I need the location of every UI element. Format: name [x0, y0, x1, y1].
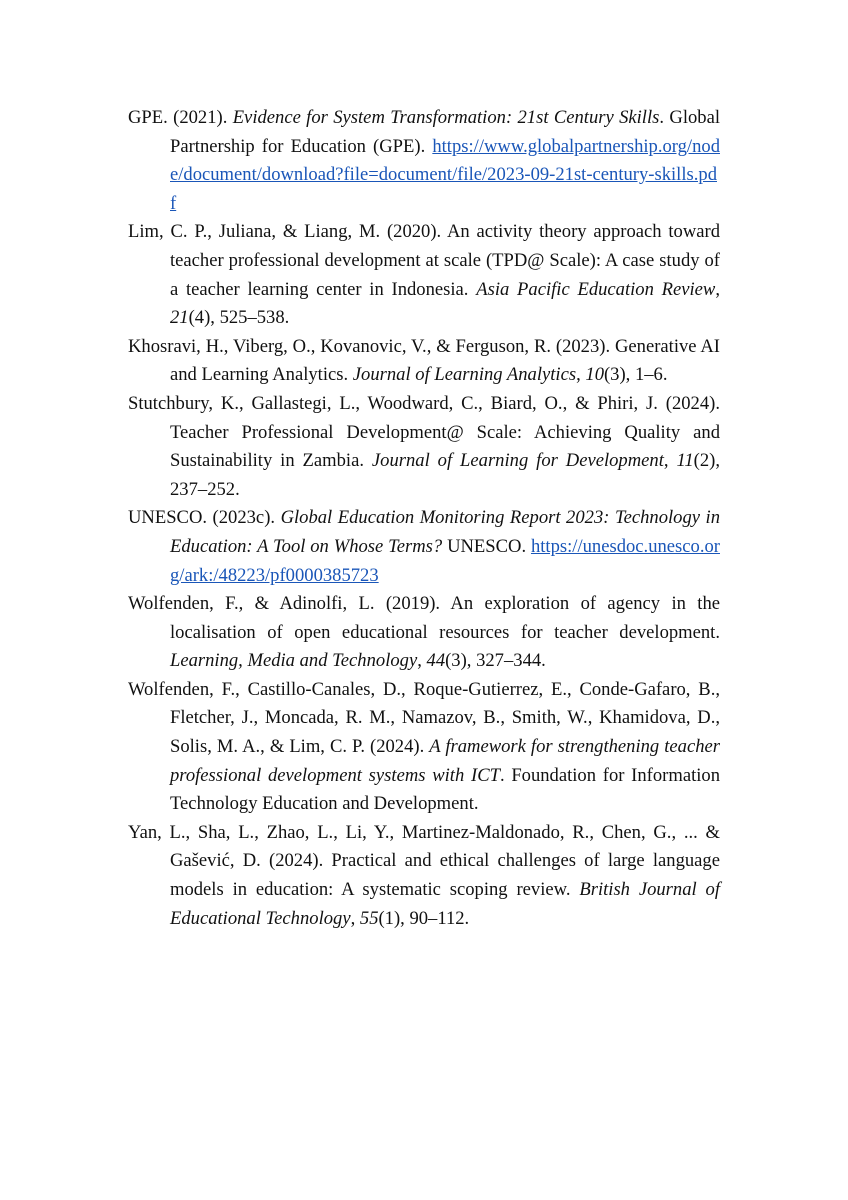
- reference-url-link[interactable]: https://www.globalpartnership.org/node/document/download?file=document/file/2023-09-21st-century-skills.pdf: [170, 135, 720, 214]
- reference-list: [128, 104, 720, 933]
- reference-entry-wolfenden-2019: [128, 590, 720, 676]
- reference-issue-pages: (3), 1–6.: [603, 364, 668, 386]
- reference-entry-stutchbury: [128, 390, 720, 504]
- reference-entry-wolfenden-2024: [128, 676, 720, 819]
- reference-separator: ,: [350, 907, 360, 929]
- reference-separator: ,: [417, 650, 427, 672]
- reference-url-link[interactable]: https://unesdoc.unesco.org/ark:/48223/pf0000385723: [170, 535, 720, 586]
- reference-text: Lim, C. P., Juliana, & Liang, M. (2020). An activity theory approach toward teacher professional development at scale (TPD@ Scale): A case study of a teacher learning center in Indonesia.: [128, 221, 720, 300]
- reference-entry-khosravi: [128, 333, 720, 390]
- reference-title: A framework for strengthening teacher professional development systems with ICT: [170, 736, 721, 786]
- reference-separator: ,: [576, 364, 586, 386]
- reference-volume: 10: [585, 364, 604, 386]
- reference-text: Khosravi, H., Viberg, O., Kovanovic, V., & Ferguson, R. (2023). Generative AI and Learning Analytics.: [128, 335, 720, 386]
- reference-entry-unesco: [128, 504, 720, 590]
- reference-issue-pages: (3), 327–344.: [445, 650, 546, 672]
- reference-separator: ,: [715, 278, 720, 300]
- reference-journal: Journal of Learning Analytics: [352, 364, 577, 386]
- reference-separator: ,: [663, 450, 677, 472]
- reference-title: Global Education Monitoring Report 2023: Technology in Education: A Tool on Whose Terms?: [170, 507, 720, 557]
- reference-text: Yan, L., Sha, L., Zhao, L., Li, Y., Martinez-Maldonado, R., Chen, G., ... & Gašević, D. (2024). Practical and ethical challenges of large language models in education: A systematic scoping review.: [128, 821, 720, 901]
- reference-issue-pages: (1), 90–112.: [378, 907, 470, 929]
- reference-text: Stutchbury, K., Gallastegi, L., Woodward, C., Biard, O., & Phiri, J. (2024). Teacher Professional Development@ Scale: Achieving Quality and Sustainability in Zambia.: [128, 392, 720, 472]
- reference-issue-pages: (2), 237–252.: [170, 450, 721, 500]
- reference-entry-gpe: [128, 104, 720, 218]
- reference-volume: 44: [426, 650, 446, 672]
- reference-author-year: GPE. (2021).: [128, 107, 233, 128]
- reference-journal: British Journal of Educational Technology: [170, 879, 721, 929]
- reference-journal: Journal of Learning for Development: [371, 450, 664, 472]
- reference-title: Evidence for System Transformation: 21st Century Skills: [232, 107, 660, 128]
- reference-issue-pages: (4), 525–538.: [188, 307, 290, 329]
- reference-author-year: Wolfenden, F., Castillo-Canales, D., Roque-Gutierrez, E., Conde-Gafaro, B., Fletcher, J., Moncada, R. M., Namazov, B., Smith, W., Khamidova, D., Solis, M. A., & Lim, C. P. (2024).: [128, 678, 720, 758]
- reference-entry-lim: [128, 218, 720, 332]
- reference-volume: 55: [359, 907, 379, 929]
- reference-volume: 21: [170, 307, 189, 329]
- reference-text: Wolfenden, F., & Adinolfi, L. (2019). An exploration of agency in the localisation of open educational resources for teacher development.: [128, 593, 720, 643]
- reference-author-year: UNESCO. (2023c).: [128, 507, 281, 529]
- reference-entry-yan: [128, 819, 720, 933]
- reference-publisher: UNESCO.: [442, 535, 531, 557]
- reference-volume: 11: [676, 450, 694, 472]
- reference-journal: Learning, Media and Technology: [170, 650, 418, 672]
- reference-publisher: . Global Partnership for Education (GPE).: [170, 107, 720, 157]
- reference-publisher: . Foundation for Information Technology Education and Development.: [170, 764, 720, 815]
- reference-journal: Asia Pacific Education Review: [476, 278, 716, 300]
